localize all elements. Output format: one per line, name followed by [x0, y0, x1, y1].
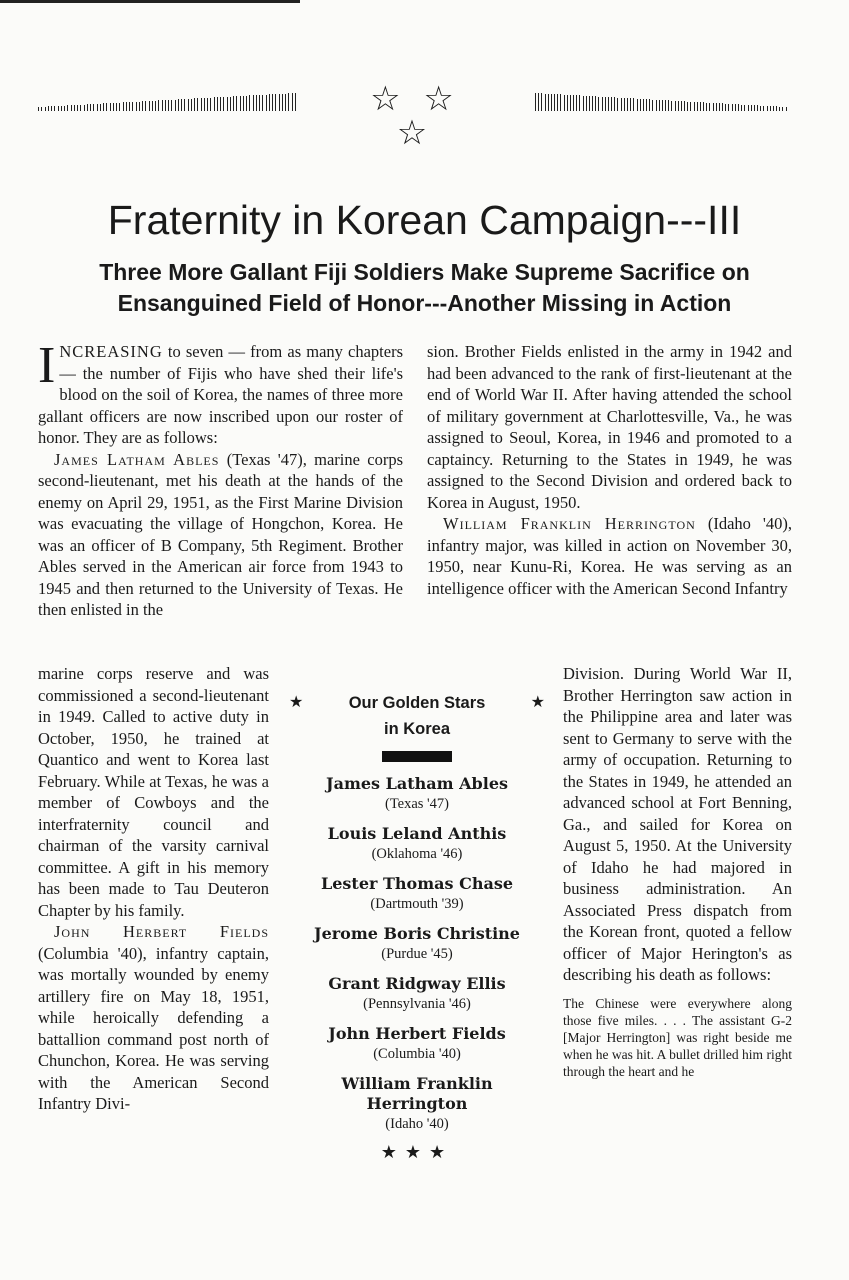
rule-tick: [48, 106, 49, 111]
rule-tick: [132, 102, 133, 111]
rule-tick: [694, 102, 695, 111]
rule-tick: [77, 105, 78, 111]
rule-tick: [262, 95, 263, 111]
rule-tick: [266, 95, 267, 111]
rule-tick: [162, 100, 163, 111]
rule-tick: [614, 97, 615, 111]
article-subtitle: [0, 257, 849, 319]
rule-tick: [548, 94, 549, 111]
rule-tick: [735, 104, 736, 111]
rule-tick: [188, 99, 189, 111]
rule-tick: [168, 100, 169, 111]
rule-tick: [776, 106, 777, 111]
rule-tick: [687, 102, 688, 111]
article-title: Fraternity in Korean Campaign---III: [107, 197, 742, 243]
rule-tick: [80, 105, 81, 111]
rule-tick: [703, 102, 704, 111]
rule-tick: [617, 98, 618, 111]
rule-tick: [136, 102, 137, 111]
rule-tick: [754, 105, 755, 111]
roster-chapter: (Dartmouth '39): [370, 896, 464, 912]
rule-tick: [662, 100, 663, 111]
rule-tick: [110, 103, 111, 111]
column-1: [38, 337, 403, 621]
rule-tick: [119, 103, 120, 111]
rule-tick: [579, 95, 580, 111]
subtitle-line-1: Three More Gallant Fiji Soldiers Make Supreme Sacrifice on: [99, 259, 750, 285]
rule-tick: [210, 98, 211, 111]
intro-lead: NCREASING: [59, 342, 163, 361]
rule-tick: [269, 94, 270, 111]
rule-tick: [738, 104, 739, 111]
rule-tick: [541, 93, 542, 111]
rule-tick: [706, 103, 707, 111]
rule-tick: [557, 94, 558, 111]
star-icon-left: ★: [289, 692, 304, 711]
rule-tick: [684, 101, 685, 111]
rule-tick: [770, 106, 771, 111]
rule-tick: [45, 107, 46, 111]
rule-tick: [665, 100, 666, 111]
rule-tick: [139, 102, 140, 111]
rule-tick: [230, 97, 231, 111]
paragraph-fields: [38, 921, 269, 1115]
rule-tick: [678, 101, 679, 111]
rule-tick: [285, 94, 286, 111]
rule-tick: [554, 94, 555, 111]
rule-tick: [249, 95, 250, 111]
rule-tick: [608, 97, 609, 111]
rule-tick: [90, 104, 91, 111]
rule-tick: [240, 96, 241, 111]
rule-tick: [675, 101, 676, 111]
rule-tick: [54, 106, 55, 111]
rule-tick: [732, 104, 733, 111]
rule-tick: [97, 104, 98, 111]
column-1-narrow: [38, 663, 269, 1115]
rule-tick: [763, 106, 764, 111]
roster-chapter: (Columbia '40): [373, 1046, 461, 1062]
rule-tick: [560, 94, 561, 111]
rule-tick: [295, 93, 296, 111]
rule-tick: [633, 98, 634, 111]
rule-tick: [126, 102, 127, 111]
rule-tick: [123, 102, 124, 111]
rule-tick: [598, 97, 599, 111]
rule-tick: [567, 95, 568, 111]
rule-tick: [58, 106, 59, 111]
rule-tick: [282, 94, 283, 111]
intro-text: to seven — from as many chapters — the number of Fijis who have shed their life's blood on the soil of Korea, the names of three more gallant officers are now inscribed upon our roster of honor. They are as follows:: [38, 342, 403, 447]
rule-tick: [697, 102, 698, 111]
rule-tick: [246, 96, 247, 111]
rule-tick: [145, 101, 146, 111]
rule-tick: [41, 107, 42, 111]
rule-tick: [545, 94, 546, 111]
rule-tick: [535, 93, 536, 111]
paragraph-fields-cont: sion. Brother Fields enlisted in the army in 1942 and had been advanced to the rank of first-lieutenant at the end of World War II. After having attended the school of military government at Charlottesville, Va., he was assigned to Seoul, Korea, in 1946 and promoted to a captaincy. Returning to the States in 1949, he was assigned to the Second Division and ordered back to Korea in August, 1950.: [427, 342, 792, 512]
rule-tick: [194, 98, 195, 111]
rule-tick: [586, 96, 587, 111]
rule-tick: [627, 98, 628, 111]
rule-tick: [71, 105, 72, 111]
rule-tick: [595, 96, 596, 111]
fields-text: (Columbia '40), infantry captain, was mortally wounded by enemy artillery fire on May 18, 1951, while heroically defending a battallion command post north of Chunchon, Korea. He was serving with the American Second Infantry Divi-: [38, 943, 269, 1113]
drop-cap: I: [38, 337, 56, 394]
ap-quote: The Chinese were everywhere along those five miles. . . . The assistant G-2 [Major Herrington] was right beside me when he was hit. A bullet drilled him right through the heart and he: [563, 995, 792, 1079]
rule-tick: [741, 105, 742, 111]
rule-tick: [640, 99, 641, 111]
rule-tick: [214, 97, 215, 111]
rule-tick: [113, 103, 114, 111]
rule-tick: [564, 95, 565, 111]
rule-tick: [602, 97, 603, 111]
rule-tick: [243, 96, 244, 111]
rule-tick: [279, 94, 280, 111]
roster-name: Grant Ridgway Ellis: [328, 974, 506, 993]
rule-tick: [227, 97, 228, 111]
rule-tick: [646, 99, 647, 111]
paragraph-herrington: [427, 513, 792, 599]
rule-tick: [191, 99, 192, 111]
rule-tick: [570, 95, 571, 111]
column-2-narrow: [563, 663, 792, 1080]
rule-tick: [656, 100, 657, 111]
ornament-rule-left: [38, 93, 296, 111]
rule-tick: [223, 97, 224, 111]
paragraph-intro: [38, 337, 403, 449]
rule-tick: [38, 107, 39, 111]
rule-tick: [773, 106, 774, 111]
rule-tick: [624, 98, 625, 111]
paragraph-ables-cont: marine corps reserve and was commissioned a second-lieutenant in 1949. Called to active duty in October, 1950, he trained at Quantico and went to Korea last February. While at Texas, he was a member of Cowboys and the interfraternity council and chairman of the varsity carnival committee. A gift in his memory has been made to Tau Deuteron Chapter by his family.: [38, 664, 269, 920]
rule-tick: [272, 94, 273, 111]
rule-tick: [700, 102, 701, 111]
rule-tick: [583, 96, 584, 111]
rule-tick: [605, 97, 606, 111]
rule-tick: [217, 97, 218, 111]
star-icon-right: ★: [530, 692, 545, 711]
rule-tick: [165, 100, 166, 111]
rule-tick: [142, 101, 143, 111]
rule-tick: [64, 106, 65, 111]
ornament-stars: ☆ ☆ ☆: [370, 79, 460, 153]
rule-tick: [178, 99, 179, 111]
rule-tick: [782, 107, 783, 111]
rule-tick: [158, 100, 159, 111]
rule-tick: [681, 101, 682, 111]
rule-tick: [767, 106, 768, 111]
roster-name: William Franklin Herrington: [341, 1074, 493, 1113]
rule-tick: [155, 101, 156, 111]
rule-tick: [722, 103, 723, 111]
rule-tick: [74, 105, 75, 111]
paragraph-herrington-cont: Division. During World War II, Brother Herrington saw action in the Philippine area and later was sent to Germany to serve with the army of occupation. Returning to the States in 1949, he attended an advanced school at Fort Benning, Ga., and sailed for Korea on August 5, 1950. At the University of Idaho he had majored in business administration. An Associated Press dispatch from the Korean front, quoted a fellow officer of Major Herington's as describing his death as follows:: [563, 664, 792, 984]
rule-tick: [84, 105, 85, 111]
rule-tick: [171, 100, 172, 111]
rule-tick: [786, 107, 787, 111]
rule-tick: [748, 105, 749, 111]
roster-name: Jerome Boris Christine: [314, 924, 520, 943]
divider-bar: [382, 751, 452, 762]
roster-name: John Herbert Fields: [328, 1024, 506, 1043]
rule-tick: [589, 96, 590, 111]
golden-stars-title-line-1: Our Golden Stars: [348, 694, 486, 712]
rule-tick: [779, 107, 780, 111]
rule-tick: [649, 99, 650, 111]
rule-tick: [630, 98, 631, 111]
roster-chapter: (Purdue '45): [381, 946, 453, 962]
rule-tick: [220, 97, 221, 111]
rule-tick: [551, 94, 552, 111]
rule-tick: [149, 101, 150, 111]
rule-tick: [233, 96, 234, 111]
rule-tick: [259, 95, 260, 111]
subtitle-line-2: Ensanguined Field of Honor---Another Missing in Action: [117, 290, 732, 316]
paragraph-ables: [38, 449, 403, 621]
rule-tick: [184, 99, 185, 111]
rule-tick: [668, 100, 669, 111]
rule-tick: [236, 96, 237, 111]
rule-tick: [253, 95, 254, 111]
rule-tick: [103, 103, 104, 111]
rule-tick: [201, 98, 202, 111]
rule-tick: [716, 103, 717, 111]
footer-stars: ★★★: [380, 1142, 454, 1163]
golden-stars-box: [289, 690, 545, 1163]
rule-tick: [87, 104, 88, 111]
rule-tick: [275, 94, 276, 111]
roster-name: Louis Leland Anthis: [327, 824, 507, 843]
rule-tick: [538, 93, 539, 111]
rule-tick: [690, 102, 691, 111]
rule-tick: [288, 93, 289, 111]
roster-name: Lester Thomas Chase: [320, 874, 513, 893]
rule-tick: [175, 100, 176, 111]
rule-tick: [573, 95, 574, 111]
rule-tick: [725, 104, 726, 111]
rule-tick: [637, 99, 638, 111]
rule-tick: [100, 104, 101, 111]
rule-tick: [713, 103, 714, 111]
rule-tick: [719, 103, 720, 111]
rule-tick: [51, 106, 52, 111]
rule-tick: [181, 99, 182, 111]
herrington-text: (Idaho '40), infantry major, was killed in action on November 30, 1950, near Kunu-Ri, Korea. He was serving as an intelligence officer with the American Second Infantry: [427, 514, 793, 598]
rule-tick: [106, 103, 107, 111]
roster-chapter: (Idaho '40): [385, 1116, 449, 1132]
rule-tick: [592, 96, 593, 111]
rule-tick: [671, 101, 672, 111]
rule-tick: [728, 104, 729, 111]
rule-tick: [204, 98, 205, 111]
rule-tick: [652, 100, 653, 111]
rule-tick: [292, 93, 293, 111]
rule-tick: [116, 103, 117, 111]
name-fields: John Herbert Fields: [54, 922, 269, 941]
column-2: [427, 341, 792, 599]
rule-tick: [621, 98, 622, 111]
rule-tick: [207, 98, 208, 111]
roster-name: James Latham Ables: [326, 774, 508, 793]
name-ables: James Latham Ables: [54, 449, 220, 469]
rule-tick: [760, 106, 761, 111]
golden-stars-title: [289, 690, 545, 742]
rule-tick: [709, 103, 710, 111]
rule-tick: [256, 95, 257, 111]
golden-stars-list: [289, 774, 545, 1134]
ornament-rule-right: [535, 93, 787, 111]
rule-tick: [129, 102, 130, 111]
rule-tick: [611, 97, 612, 111]
roster-chapter: (Texas '47): [384, 796, 449, 812]
top-rule: [0, 0, 300, 3]
rule-tick: [757, 105, 758, 111]
rule-tick: [659, 100, 660, 111]
ables-text: (Texas '47), marine corps second-lieutenant, met his death at the hands of the enemy on April 29, 1951, as the First Marine Division was evacuating the village of Hongchon, Korea. He was an officer of B Company, 5th Regiment. Brother Ables served in the American air force from 1943 to 1945 and then returned to the University of Texas. He then enlisted in the: [38, 449, 403, 619]
rule-tick: [93, 104, 94, 111]
roster-chapter: (Oklahoma '46): [371, 846, 463, 862]
rule-tick: [751, 105, 752, 111]
rule-tick: [197, 98, 198, 111]
rule-tick: [61, 106, 62, 111]
name-herrington: William Franklin Herrington: [443, 514, 696, 533]
rule-tick: [152, 101, 153, 111]
rule-tick: [643, 99, 644, 111]
rule-tick: [744, 105, 745, 111]
golden-stars-title-line-2: in Korea: [383, 720, 451, 738]
rule-tick: [67, 105, 68, 111]
rule-tick: [576, 95, 577, 111]
roster-chapter: (Pennsylvania '46): [363, 996, 471, 1012]
